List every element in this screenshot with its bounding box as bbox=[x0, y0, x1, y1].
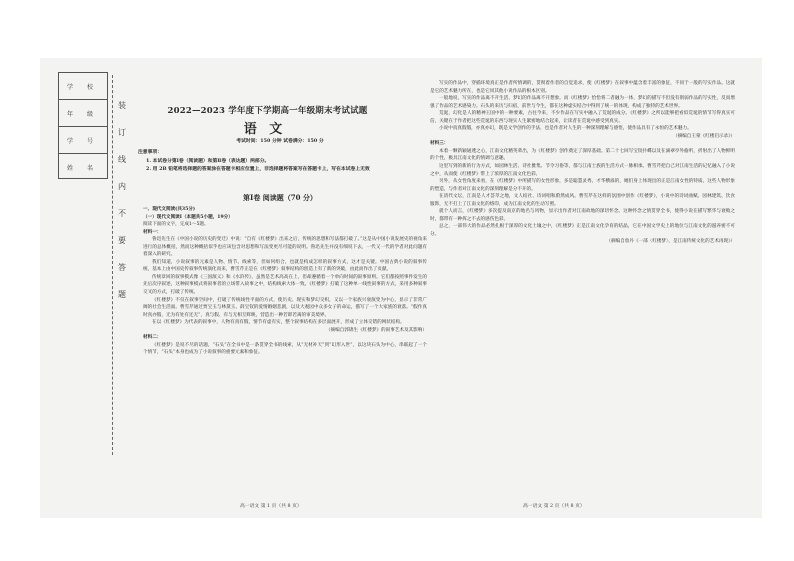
name-field: 姓 名 bbox=[67, 164, 99, 172]
paragraph: 我们知道，小说叙事的元素是人物、情节、线索等，但如何组合，也就是构成怎样的叙事方式，这才是关键。中国古典小说的叙事传统，基本上由中国史传叙事传统演化而来，曹雪芹正是在《红楼梦》叙事结构的创造上有了新的突破，由此而作出了贡献。 bbox=[143, 259, 427, 273]
paragraph: 鲁迅先生在《中国小说的历史的变迁》中说：“自有《红楼梦》出来之后，传统的思想和写法都打破了。”这是从中国小说发展史的视角来进行的总体概括，然而这种概括似乎也应该包含对思想和写法变更尽可能的说明。鲁迅先生并没有细说下去，一代又一代的学者对此问题有着深入的研究。 bbox=[143, 237, 427, 258]
paragraph: 在以《红楼梦》为代表的叙事中，人物有真有假，情节有虚有实，整个叙事结构在多层面展开，形成了立体交错的网状结构。 bbox=[152, 320, 405, 326]
paragraph: （一）现代文阅读Ⅰ（本题共5小题，19分） bbox=[143, 214, 233, 220]
page-1-body bbox=[143, 206, 427, 357]
paragraph: （摘编自郭锦生《红楼梦》的叙事艺术及其影响） bbox=[325, 327, 427, 333]
grade-field: 年 级 bbox=[59, 100, 107, 127]
paragraph: （摘编自王蒙《红楼启示录》） bbox=[672, 133, 735, 139]
seal-char: 不 bbox=[118, 209, 126, 218]
seal-char: 题 bbox=[118, 290, 126, 299]
binding-dashed-line bbox=[112, 75, 113, 455]
paragraph: 在清代文坛，江南是人才荟萃之地，文人结社、诗词唱和蔚然成风。曹雪芹在这样的氛围中创作《红楼梦》，小说中的诗词曲赋、园林建筑、饮食服饰，无不打上了江南文化的烙印，成为江南文化的生动写照。 bbox=[430, 194, 735, 207]
seal-char: 装 bbox=[118, 101, 126, 110]
seal-char: 订 bbox=[118, 128, 126, 137]
paragraph: 一、现代文阅读(共35分) bbox=[143, 207, 196, 212]
paragraph: 传统章回的叙事模式像《三国演义》和《水浒传》，虽然是艺术高高在上，但却遵循着一个单向时间的叙事原则。它们都按照事件发生的先后次序叙述，这种叙事模式将叙事者的立场带入故事之中，结构线索大体一致。《红楼梦》打破了这种单一线性叙事的方式，采用多种叙事交叉的方式，打破了传统。 bbox=[143, 274, 427, 296]
page-2-body bbox=[430, 80, 735, 246]
school-field: 学 校 bbox=[59, 73, 107, 100]
seal-char: 要 bbox=[118, 236, 126, 245]
page-2-footer: 高一语文 第 2 页（共 8 页） bbox=[523, 504, 585, 509]
note-item: 2. 用 2B 铅笔将选择题的答案涂在答题卡相应位置上，非选择题将答案写在答题卡上，写在本试卷上无效 bbox=[146, 166, 370, 173]
seal-line-notice bbox=[117, 100, 127, 300]
exam-time-info: 考试时间：150 分钟 试卷满分：150 分 bbox=[236, 138, 324, 144]
paragraph: 就个人而言，《红楼梦》多次提及南京的地名与风物，显示出作者对江南故地的深切怀念。这种怀念之情贯穿全书，使得小说在描写繁华与衰败之时，都带有一种挥之不去的感伤色彩。 bbox=[430, 209, 735, 222]
seal-char: 线 bbox=[118, 155, 126, 164]
seal-char: 内 bbox=[118, 182, 126, 191]
paragraph: 荒诞，幻化是人的精神王国中的一种要素，古往今来，不少作品在写实中融入了荒诞的成分。《红楼梦》之所以能够把看似荒诞的情节写得真实可信，关键在于作者把这些荒诞的东西与现实人生紧密地结合起来，让读者在荒诞中感受到真实。 bbox=[430, 111, 735, 124]
paragraph: 这里写到的新的行为方式，如园林生活、诗社雅集、节令习俗等，都与江南士族的生活方式一脉相承。曹雪芹把自己对江南生活的记忆融入了小说之中，从而使《红楼梦》带上了浓厚的江南文化色彩。 bbox=[430, 164, 735, 177]
paragraph: 《红楼梦》不仅在叙事空间中，打破了传统线性平面的方式，使历史、现实和梦幻交织，又以一个家族兴衰演变为中心，显示了非常广阔的社会生活面。曹雪芹通过贾宝玉与林黛玉、薛宝钗的爱情婚姻悲剧，以及大观园中众多女子的命运，描写了一个大家族的衰落。“假作真时真亦假，无为有处有还无”，真与假、有与无相互辉映，营造出一种若即若离的审美境界。 bbox=[143, 297, 427, 318]
paragraph: 总之，一部伟大的作品必然扎根于深厚的文化土壤之中，《红楼梦》正是江南文化孕育的结晶，它在中国文学史上的地位与江南文化的滋养密不可分。 bbox=[430, 224, 735, 237]
volume-title: 第Ⅰ卷 阅读题（70 分） bbox=[243, 193, 317, 202]
paragraph: 一般地说，写实的作品离不开生活，梦幻的作品离不开想象。而《红楼梦》恰恰将二者融为一体，梦幻的描写不但没有削弱作品的写实性，反而增强了作品的艺术感染力。石头的来历与归宿，前世与今生，都在这种虚实结合中得到了统一的体现，构成了独特的艺术世界。 bbox=[430, 96, 735, 109]
paragraph: 写实的作品中，穿插环境真正是作者所情调的，贯彻着作者的自觉追求，使《红楼梦》在叙事中蕴含着丰富的象征，不同于一般的写实作品。这就是它的艺术魅力所在，也是它同其他小说作品的根本区别。 bbox=[430, 81, 735, 94]
exam-title: 2022—2023 学年度下学期高一年级期末考试试题 bbox=[167, 106, 368, 116]
subject-title: 语 文 bbox=[243, 122, 287, 137]
paragraph: 材料二： bbox=[143, 335, 162, 341]
paragraph: 材料一： bbox=[143, 229, 162, 235]
paragraph: （摘编自詹丹《一部〈红楼梦〉，是江南传统文化的艺术再现》） bbox=[606, 239, 735, 245]
student-info-strip bbox=[58, 72, 108, 179]
paragraph: 小说中真真假假，亦真亦幻，既是文学创作的手法，也是作者对人生的一种深刻理解与感悟，使作品具有了永恒的艺术魅力。 bbox=[439, 126, 692, 132]
student-id-field: 学 号 bbox=[59, 127, 107, 154]
notes-heading: 注意事项： bbox=[138, 149, 162, 155]
note-item: 1. 本试卷分第Ⅰ卷（阅读题）和第Ⅱ卷（表达题）两部分。 bbox=[146, 157, 270, 164]
paragraph: 另外，从女性角度来看，在《红楼梦》中所描写的女性形象，多是聪慧灵秀、才华横溢的，她们身上体现出的正是江南女性的特质。这些人物形象的塑造，与作者对江南文化的深刻理解是分不开的。 bbox=[430, 179, 735, 192]
paragraph: 阅读下面的文字，完成1～5题。 bbox=[143, 222, 209, 228]
page-1-footer: 高一语文 第 1 页（共 8 页） bbox=[240, 504, 302, 509]
paragraph: 材料三： bbox=[430, 141, 449, 147]
seal-char: 答 bbox=[118, 263, 126, 272]
paragraph: 本着一颗新颖通透之心，江南文化精英辈出，为《红楼梦》创作奠定了深厚基础。第二十七回写宝钗扑蝶以及在滴翠亭外偷听，折射出了人物鲜明的个性，极具江南文化的情调与意趣。 bbox=[430, 148, 735, 162]
paragraph: 《红楼梦》是说不尽的话题，“石头”在全书中是一条贯穿全书的线索，从“无材补天”到“幻形入世”，以这块石头为中心，串联起了一个个情节，“石头”本身也成为了小说叙事的重要元素和象征。 bbox=[143, 342, 427, 356]
exam-notes bbox=[138, 148, 423, 174]
